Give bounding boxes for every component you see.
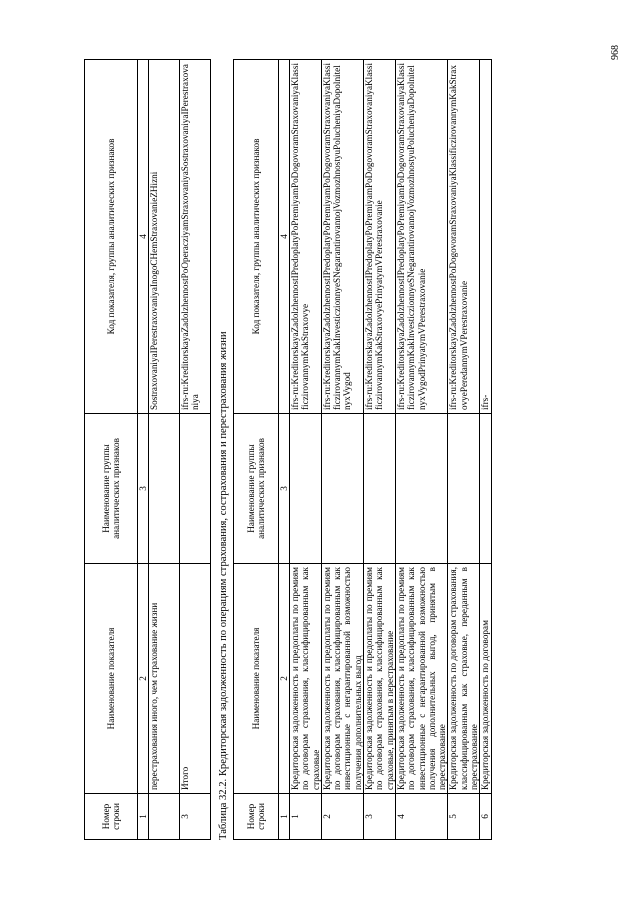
rotated-page-content <box>84 60 604 840</box>
row-number: 3 <box>180 794 211 840</box>
indicator-name: Кредиторская задолженность и предоплаты по премиям по договорам страхования, классифицированным как страховые, принятым в перестрахование <box>364 564 396 794</box>
group-name <box>364 414 396 564</box>
header-indicator-name: Наименование показателя <box>85 564 138 794</box>
indicator-name: Кредиторская задолженность и предоплаты по премиям по договорам страхования, классифицированным как инвестиционные с негарантированной возможностью получения дополнительных выгод, принятым в перестрахование <box>395 564 447 794</box>
indicator-code: ifrs-ru:KreditorskayaZadolzhennostIPredoplatyPoPremiyamPoDogovoramStraxovaniyaKlassificzirovannymKakStraxovyePrinyatymVPerestraxovanie <box>364 60 396 414</box>
table-row <box>480 60 491 840</box>
header-indicator-name: Наименование показателя <box>234 564 279 794</box>
indicator-code: ifrs-ru:KreditorskayaZadolzhennostIPredoplatyPoPremiyamPoDogovoramStraxovaniyaKlassificzirovannymKakInvesticzionnyeSNegarantirovannojVozmozhnostyuPolucheniyaDopolnitelnyxVygod <box>321 60 363 414</box>
table-row <box>180 60 211 840</box>
header-code: Код показателя, группы аналитических признаков <box>85 60 138 414</box>
indicator-name: перестрахования иного, чем страхование жизни <box>149 564 180 794</box>
column-index-row <box>279 60 290 840</box>
group-name <box>395 414 447 564</box>
group-name <box>321 414 363 564</box>
column-index: 1 <box>138 794 149 840</box>
column-index: 4 <box>279 60 290 414</box>
indicator-name: Кредиторская задолженность и предоплаты по премиям по договорам страхования, классифицированным как страховые <box>290 564 322 794</box>
header-group-name: Наименование группы аналитических признаков <box>85 414 138 564</box>
table-row <box>448 60 480 840</box>
table-caption-text: Таблица 32.2. Кредиторская задолженность по операциям страхования, сострахования и перестрахования жизни <box>218 331 229 840</box>
group-name <box>480 414 491 564</box>
table-row <box>149 60 180 840</box>
indicator-name: Кредиторская задолженность по договорам <box>480 564 491 794</box>
group-name <box>448 414 480 564</box>
row-number: 5 <box>448 794 480 840</box>
row-number: 1 <box>290 794 322 840</box>
column-index: 2 <box>279 564 290 794</box>
header-group-name: Наименование группы аналитических признаков <box>234 414 279 564</box>
column-index: 1 <box>279 794 290 840</box>
table-caption <box>211 60 233 840</box>
indicator-code: ifrs-ru:KreditorskayaZadolzhennostPoOperacziyamStraxovaniyaSostraxovaniyaIPerestraxovaniya <box>180 60 211 414</box>
header-row-number: Номер строки <box>85 794 138 840</box>
column-index: 4 <box>138 60 149 414</box>
row-number: 4 <box>395 794 447 840</box>
table-32-2 <box>233 59 492 840</box>
row-number <box>149 794 180 840</box>
row-number: 3 <box>364 794 396 840</box>
indicator-code: ifrs-ru:KreditorskayaZadolzhennostPoDogovoramStraxovaniyaKlassificzirovannymKakStraxovyePeredannymVPerestraxovanie <box>448 60 480 414</box>
header-row-number: Номер строки <box>234 794 279 840</box>
page-number: 968 <box>610 45 621 60</box>
table-row <box>290 60 322 840</box>
table-continuation <box>84 59 211 840</box>
table-header-row <box>234 60 279 840</box>
indicator-name: Кредиторская задолженность и предоплаты по премиям по договорам страхования, классифицированным как инвестиционные с негарантированной возможностью получения дополнительных выгод <box>321 564 363 794</box>
indicator-code: ifrs-ru:KreditorskayaZadolzhennostIPredoplatyPoPremiyamPoDogovoramStraxovaniyaKlassificzirovannymKakStraxovye <box>290 60 322 414</box>
header-code: Код показателя, группы аналитических признаков <box>234 60 279 414</box>
group-name <box>180 414 211 564</box>
table-row <box>321 60 363 840</box>
column-index: 3 <box>138 414 149 564</box>
column-index: 3 <box>279 414 290 564</box>
table-row <box>395 60 447 840</box>
indicator-code: ifrs-ru:KreditorskayaZadolzhennostIPredoplatyPoPremiyamPoDogovoramStraxovaniyaKlassificzirovannymKakInvesticzionnyeSNegarantirovannojVozmozhnostyuPolucheniyaDopolnitelnyxVygodPrinyatymVPerestraxovanie <box>395 60 447 414</box>
indicator-name: Итого <box>180 564 211 794</box>
row-number: 2 <box>321 794 363 840</box>
column-index: 2 <box>138 564 149 794</box>
group-name <box>290 414 322 564</box>
table-header-row <box>85 60 138 840</box>
group-name <box>149 414 180 564</box>
indicator-code: ifrs- <box>480 60 491 414</box>
column-index-row <box>138 60 149 840</box>
table-row <box>364 60 396 840</box>
row-number: 6 <box>480 794 491 840</box>
indicator-name: Кредиторская задолженность по договорам страхования, классифицированным как страховые, переданным в перестрахование <box>448 564 480 794</box>
indicator-code: SostraxovaniyaIPerestraxovaniyaInogoCHemStraxovanieZHizni <box>149 60 180 414</box>
